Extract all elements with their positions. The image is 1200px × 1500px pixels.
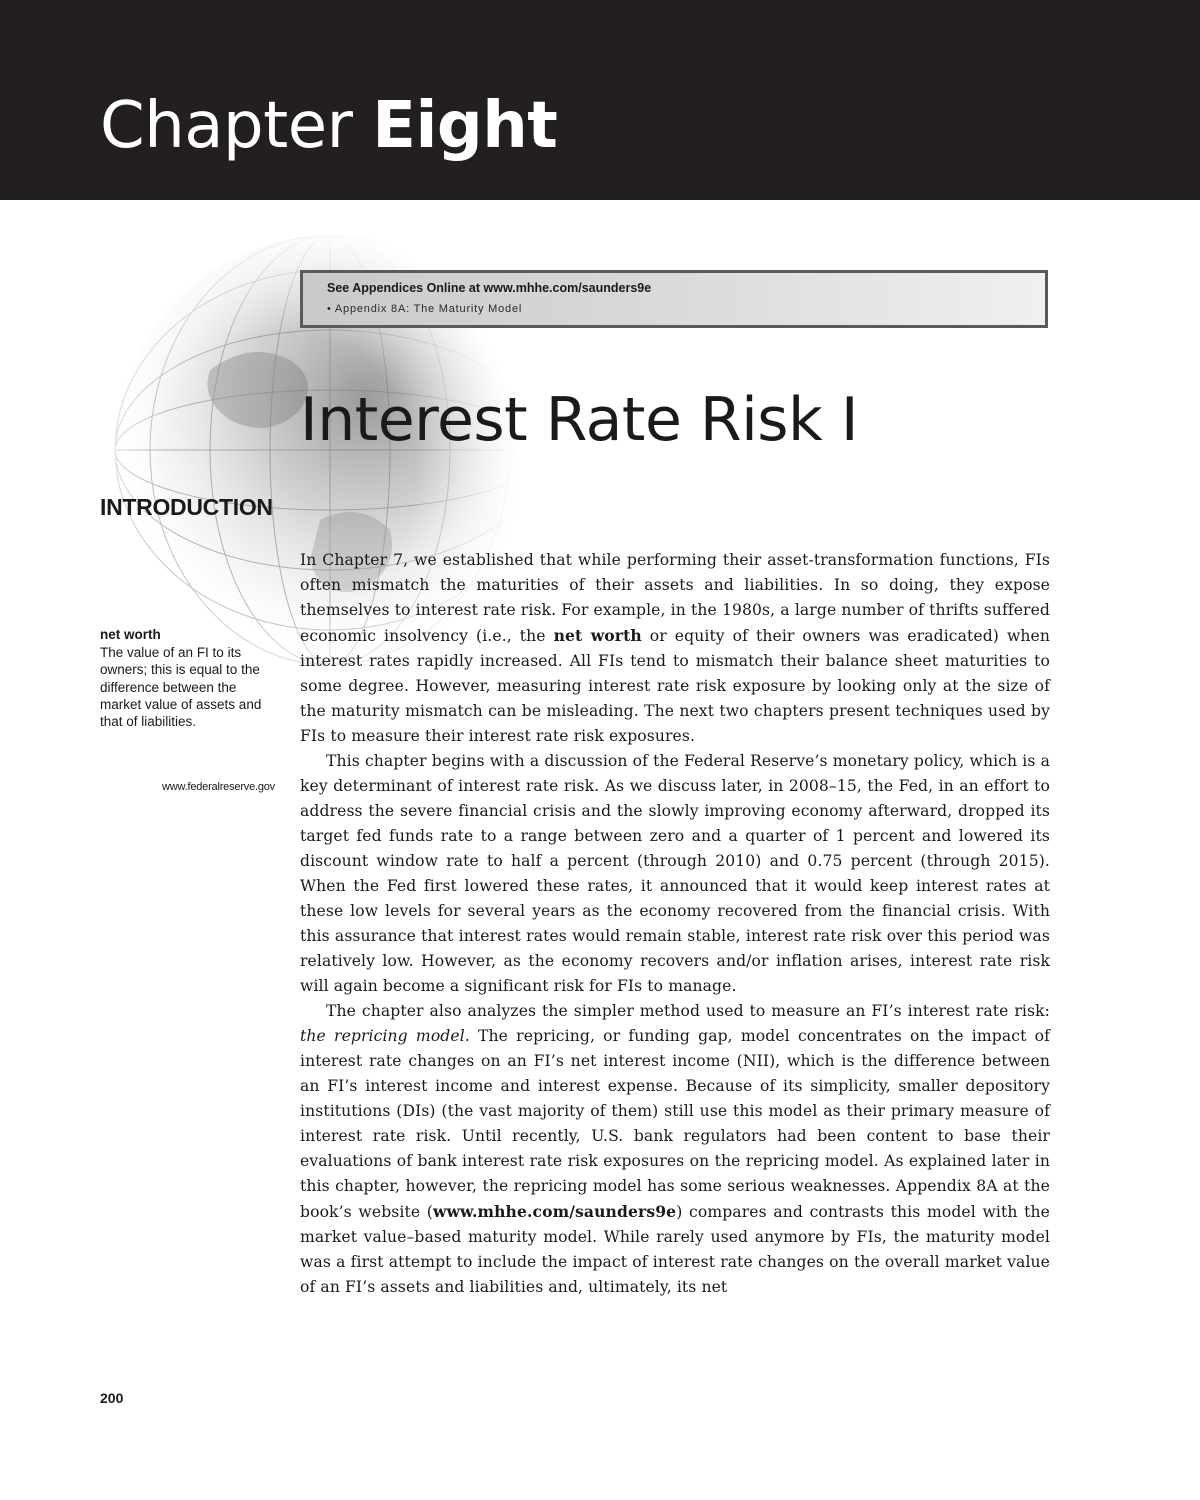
paragraph-1 <box>300 548 1050 749</box>
appendix-item: • Appendix 8A: The Maturity Model <box>327 303 523 315</box>
online-appendices-box <box>300 270 1048 328</box>
paragraph-1-part-a: In Chapter 7, we established that while performing their asset-transformation functions, FIs often mismatch the maturities of their assets and liabilities. In so doing, they expose themselves to interest rate risk. For example, in the 1980s, a large number of thrifts suffered economic insolvency (i.e., the <box>300 551 1050 645</box>
paragraph-3-part-c: ) compares and contrasts this model with the market value–based maturity model. While rarely used anymore by FIs, the maturity model was a first attempt to include the impact of interest rate changes on the overall market value of an FI’s assets and liabilities and, ultimately, its net <box>300 1203 1050 1296</box>
chapter-word: Chapter <box>100 89 353 163</box>
chapter-section-title: Interest Rate Risk I <box>300 385 859 455</box>
margin-note-term: net worth <box>100 627 161 642</box>
page-number: 200 <box>100 1390 124 1406</box>
paragraph-3-part-a: The chapter also analyzes the simpler method used to measure an FI’s interest rate risk: <box>326 1002 1050 1020</box>
chapter-title <box>100 88 557 164</box>
margin-note-definition: The value of an FI to its owners; this is equal to the difference between the market value of assets and that of liabilities. <box>100 645 262 730</box>
margin-definition-note <box>100 626 280 730</box>
margin-url-link[interactable]: www.federalreserve.gov <box>162 781 275 793</box>
website-link[interactable]: www.mhhe.com/saunders9e <box>432 1202 677 1221</box>
paragraph-3 <box>300 999 1050 1300</box>
paragraph-1-part-b: or equity of their owners was eradicated) when interest rates rapidly increased. All FIs tend to mismatch their balance sheet maturities to some degree. However, measuring interest rate risk exposure by looking only at the size of the maturity mismatch can be misleading. The next two chapters present techniques used by FIs to measure their interest rate risk exposures. <box>300 627 1051 745</box>
introduction-heading: INTRODUCTION <box>100 494 273 520</box>
paragraph-2: This chapter begins with a discussion of the Federal Reserve’s monetary policy, which is a key determinant of interest rate risk. As we discuss later, in 2008–15, the Fed, in an effort to address the severe financial crisis and the slowly improving economy afterward, dropped its target fed funds rate to a range between zero and a quarter of 1 percent and lowered its discount window rate to half a percent (through 2010) and 0.75 percent (through 2015). When the Fed first lowered these rates, it announced that it would keep interest rates at these low levels for several years as the economy recovered from the financial crisis. With this assurance that interest rates would remain stable, interest rate risk over this period was relatively low. However, as the economy recovers and/or inflation arises, interest rate risk will again become a significant risk for FIs to manage. <box>300 752 1050 995</box>
body-text <box>300 548 1050 1300</box>
paragraph-3-part-b: . The repricing, or funding gap, model concentrates on the impact of interest rate changes on an FI’s net interest income (NII), which is the difference between an FI’s interest income and interest expense. Because of its simplicity, smaller depository institutions (DIs) (the vast majority of them) still use this model as their primary measure of interest rate risk. Until recently, U.S. bank regulators had been content to base their evaluations of bank interest rate risk exposures on the repricing model. As explained later in this chapter, however, the repricing model has some serious weaknesses. Appendix 8A at the book’s website ( <box>300 1027 1050 1221</box>
net-worth-term: net worth <box>553 626 642 645</box>
repricing-model-term: the repricing model <box>300 1027 465 1045</box>
chapter-number: Eight <box>372 89 558 163</box>
appendix-box-heading: See Appendices Online at www.mhhe.com/saunders9e <box>327 281 652 295</box>
